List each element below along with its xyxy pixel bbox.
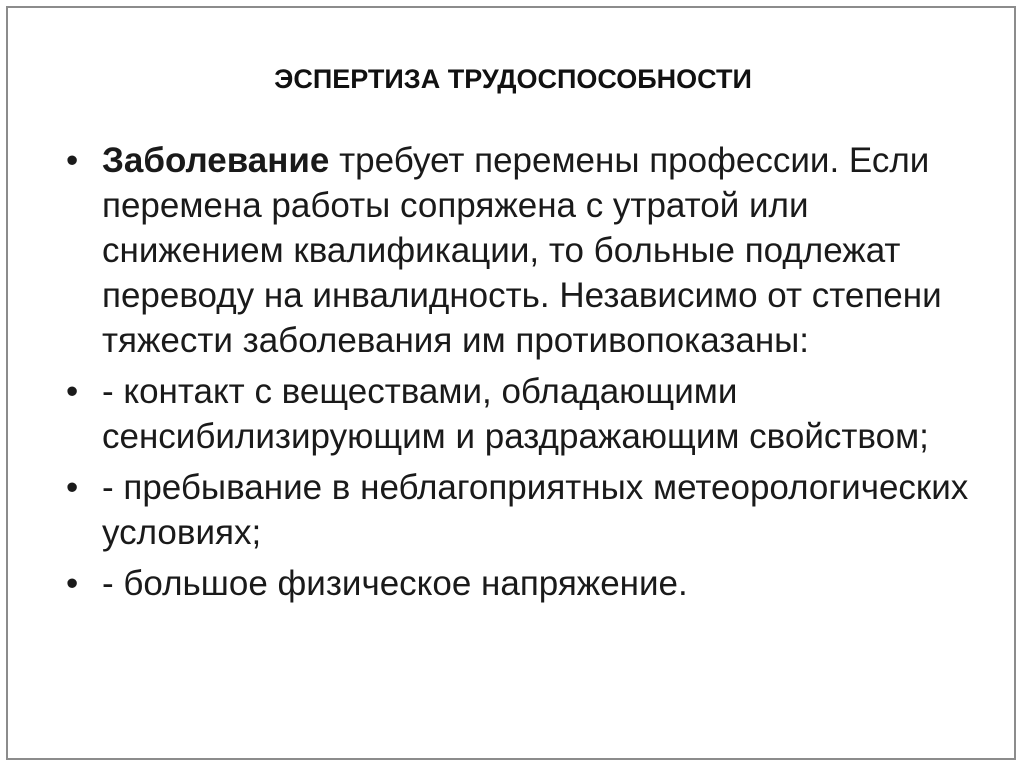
bullet-dot-icon: • [66, 468, 79, 507]
bullet-bold-term: Заболевание [102, 141, 330, 180]
bullet-text: требует перемены профессии. Если перемена работы сопряжена с утратой или снижением квалификации, то больные подлежат переводу на инвалидность. Независимо от степени тяжести заболевания им противопоказаны: [102, 141, 942, 360]
slide [6, 6, 1016, 760]
bullet-dot-icon: • [66, 564, 79, 603]
bullet-text: - пребывание в неблагоприятных метеорологических условиях; [102, 468, 969, 552]
bullet-text: - большое физическое напряжение. [102, 564, 688, 603]
bullet-dot-icon: • [66, 141, 79, 180]
bullet-item [66, 369, 986, 459]
bullet-item [66, 561, 986, 606]
bullet-item [66, 138, 986, 363]
bullet-list [66, 138, 986, 612]
bullet-text: - контакт с веществами, обладающими сенсибилизирующим и раздражающим свойством; [102, 372, 929, 456]
slide-title: ЭСПЕРТИЗА ТРУДОСПОСОБНОСТИ [274, 64, 752, 94]
bullet-item [66, 465, 986, 555]
bullet-dot-icon: • [66, 372, 79, 411]
